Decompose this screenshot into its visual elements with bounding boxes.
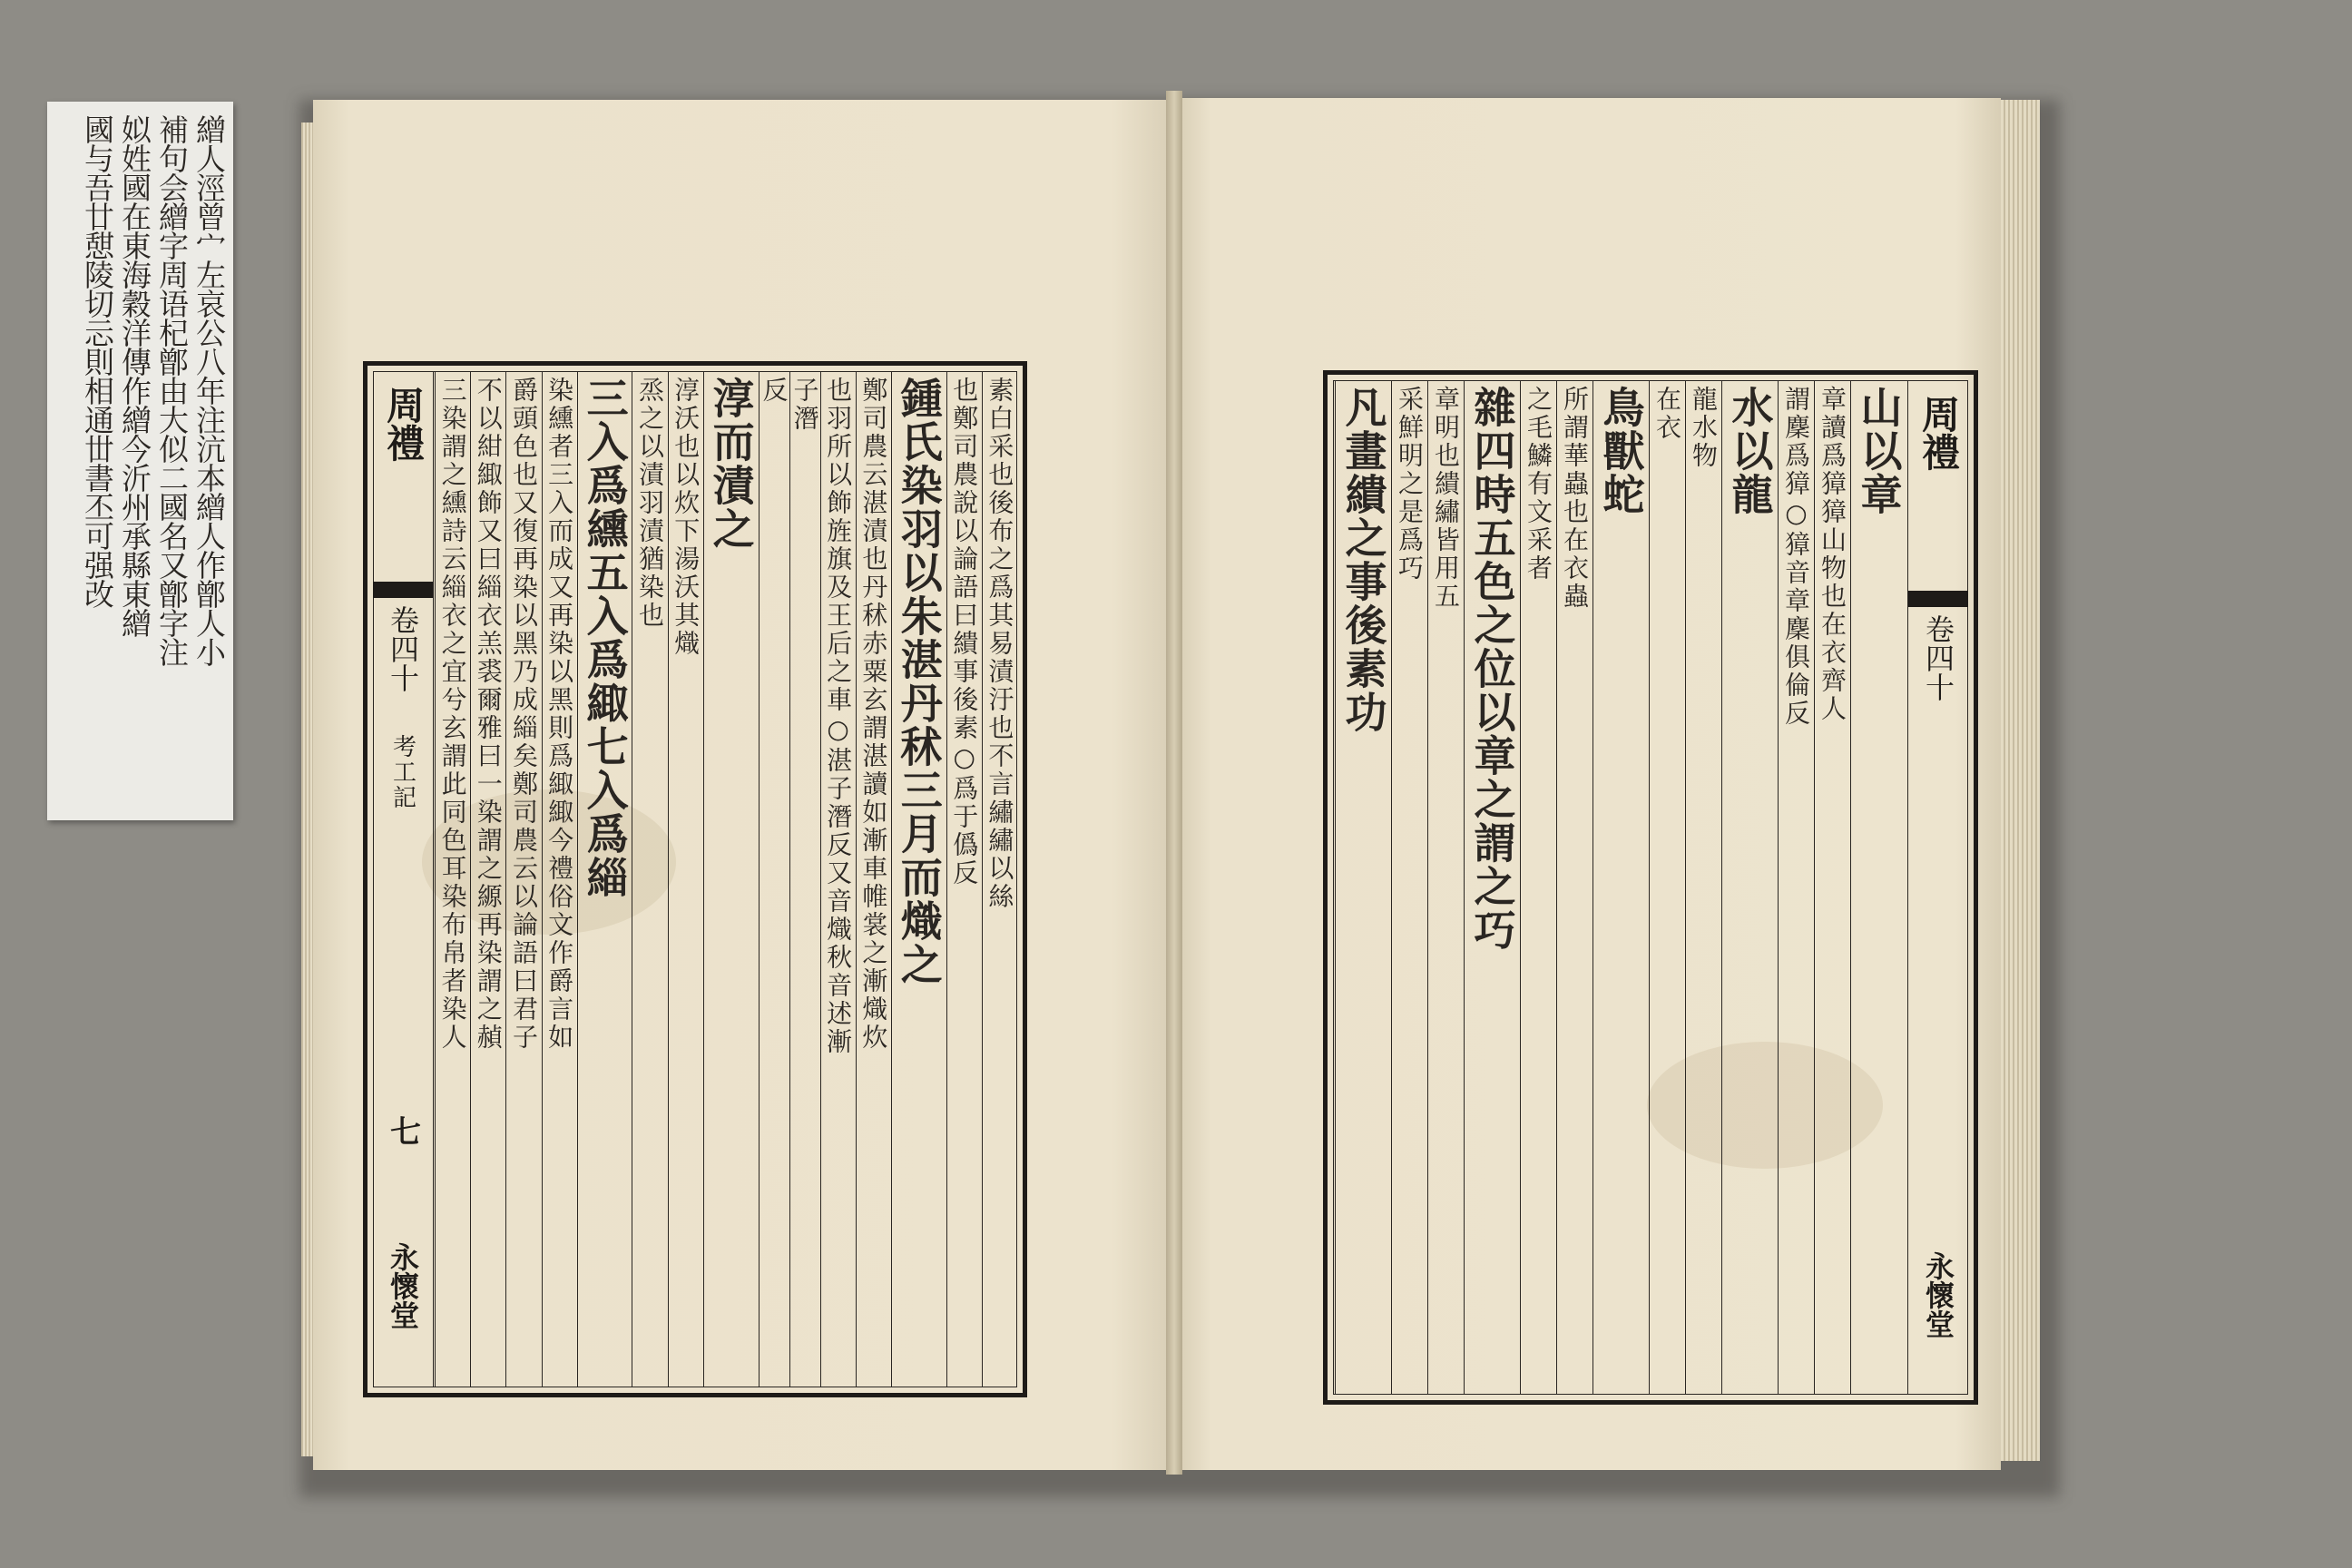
text-column bbox=[982, 371, 1017, 1387]
column-text: 三入爲纁五入爲緅七入爲緇 bbox=[580, 377, 630, 899]
text-column bbox=[1778, 380, 1814, 1395]
leaf-number: 七 bbox=[384, 1115, 421, 1146]
column-text: 爵頭色也又復再染以黑乃成緇矣鄭司農云以論語曰君子 bbox=[508, 377, 539, 1052]
text-column bbox=[1520, 380, 1556, 1395]
text-column bbox=[1685, 380, 1721, 1395]
right-text-columns bbox=[1333, 380, 1906, 1395]
page-edges-right bbox=[1996, 100, 2040, 1461]
text-column bbox=[470, 371, 505, 1387]
volume-label: 卷四十 bbox=[386, 605, 420, 692]
text-column bbox=[703, 371, 759, 1387]
correction-slip bbox=[47, 102, 233, 820]
text-column bbox=[1592, 380, 1649, 1395]
book-gutter bbox=[1166, 91, 1182, 1475]
column-text: 鍾氏染羽以朱湛丹秫三月而熾之 bbox=[894, 377, 944, 986]
column-text: 謂麇爲獐○獐音章麇俱倫反 bbox=[1781, 386, 1811, 728]
fishtail-mark bbox=[373, 582, 433, 598]
column-text: 水以龍 bbox=[1725, 386, 1775, 516]
slip-column: 姒姓國在東海穀洋傳作繒今沂州承縣東繒 bbox=[117, 114, 152, 637]
column-text: 反 bbox=[759, 377, 789, 405]
column-text: 染纁者三入而成又再染以黑則爲緅緅今禮俗文作爵言如 bbox=[544, 377, 575, 1052]
text-column bbox=[1427, 380, 1464, 1395]
column-text: 烝之以漬羽漬猶染也 bbox=[635, 377, 666, 630]
column-text: 素白采也後布之爲其易漬汙也不言繡繡以絲 bbox=[985, 377, 1015, 911]
text-column bbox=[1464, 380, 1520, 1395]
text-column bbox=[891, 371, 946, 1387]
column-text: 鄭司農云湛漬也丹秫赤粟玄謂湛讀如漸車帷裳之漸熾炊 bbox=[858, 377, 889, 1052]
text-column bbox=[759, 371, 789, 1387]
text-column bbox=[789, 371, 820, 1387]
column-text: 之毛鱗有文采者 bbox=[1524, 386, 1553, 583]
text-column bbox=[1649, 380, 1685, 1395]
book-title: 周禮 bbox=[1916, 395, 1961, 471]
column-text: 雜四時五色之位以章之謂之巧 bbox=[1467, 386, 1517, 952]
column-text: 淳而漬之 bbox=[706, 377, 756, 551]
left-text-frame bbox=[363, 361, 1027, 1397]
text-column bbox=[820, 371, 856, 1387]
column-text: 淳沃也以炊下湯沃其熾 bbox=[671, 377, 701, 658]
column-text: 也鄭司農說以論語曰繢事後素○爲于僞反 bbox=[949, 377, 980, 887]
column-text: 鳥獸蛇 bbox=[1596, 386, 1646, 516]
slip-column: 補句会繒字周语杞鄫由大似二國名又鄫字注 bbox=[154, 114, 190, 666]
column-text: 三染謂之纁詩云緇衣之宜兮玄謂此同色耳染布帛者染人 bbox=[437, 377, 468, 1052]
book-title: 周禮 bbox=[381, 386, 426, 462]
column-text: 章明也繢繡皆用五 bbox=[1431, 386, 1461, 611]
text-column bbox=[435, 371, 470, 1387]
column-text: 章讀爲獐獐山物也在衣齊人 bbox=[1818, 386, 1847, 723]
text-column bbox=[668, 371, 703, 1387]
empty-column-area bbox=[1333, 380, 1335, 1395]
text-column bbox=[1721, 380, 1778, 1395]
column-text: 凡畫繢之事後素功 bbox=[1338, 386, 1388, 734]
column-text: 在衣 bbox=[1652, 386, 1682, 442]
volume-label: 卷四十 bbox=[1921, 614, 1955, 701]
column-text: 也羽所以飾旌旗及王后之車○湛子潛反又音熾秋音述漸 bbox=[823, 377, 854, 1056]
column-text: 子潛 bbox=[789, 377, 820, 433]
text-column bbox=[1814, 380, 1850, 1395]
text-column bbox=[1391, 380, 1427, 1395]
publisher-hall: 永懷堂 bbox=[386, 1242, 420, 1329]
text-column bbox=[1335, 380, 1391, 1395]
column-text: 所謂華蟲也在衣蟲 bbox=[1560, 386, 1590, 611]
slip-text-columns bbox=[54, 114, 226, 808]
text-column bbox=[1850, 380, 1906, 1395]
section-label: 考工記 bbox=[388, 734, 416, 810]
column-text: 采鮮明之是爲巧 bbox=[1395, 386, 1425, 583]
text-column bbox=[505, 371, 541, 1387]
column-text: 龍水物 bbox=[1689, 386, 1719, 470]
text-column bbox=[632, 371, 667, 1387]
text-column bbox=[946, 371, 982, 1387]
slip-column: 國与吾廿憇陵切忈則相通丗書丕可强改 bbox=[80, 114, 115, 608]
column-text: 山以章 bbox=[1854, 386, 1904, 516]
text-column bbox=[856, 371, 891, 1387]
text-column bbox=[577, 371, 632, 1387]
right-margin-band bbox=[1907, 380, 1968, 1395]
text-column bbox=[1556, 380, 1592, 1395]
left-margin-band bbox=[373, 371, 434, 1387]
right-text-frame bbox=[1323, 370, 1978, 1405]
column-text: 不以紺緅飾又曰緇衣羔裘爾雅曰一染謂之縓再染謂之赬 bbox=[473, 377, 504, 1052]
publisher-hall: 永懷堂 bbox=[1921, 1251, 1955, 1338]
slip-column: 繒人涇曾宀左哀公八年注沆本繒人作鄫人小 bbox=[191, 114, 227, 666]
text-column bbox=[542, 371, 577, 1387]
left-text-columns bbox=[435, 371, 1017, 1387]
fishtail-mark bbox=[1908, 591, 1968, 607]
